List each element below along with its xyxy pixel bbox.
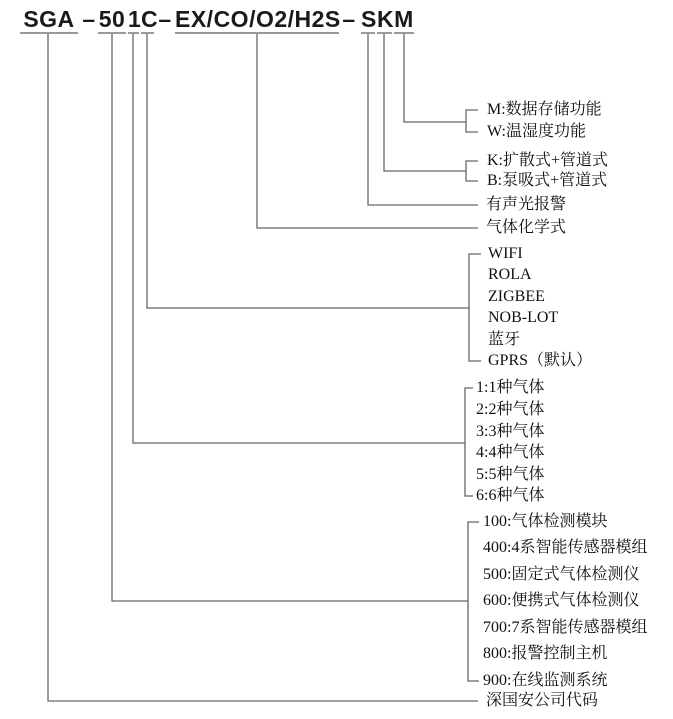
bracket-gas-count-options xyxy=(465,388,473,496)
label-company-code: 深国安公司代码 xyxy=(486,692,599,709)
connector-gas-count xyxy=(133,34,465,443)
label-sampling-option-k: K:扩散式+管道式 xyxy=(487,152,609,169)
label-gas-formula: 气体化学式 xyxy=(486,219,567,236)
title-segment-comm: C xyxy=(141,6,159,32)
label-comm-gprs-default: GPRS（默认） xyxy=(488,352,593,369)
label-gas-count-6: 6:6种气体 xyxy=(476,487,545,504)
connector-series xyxy=(112,34,468,601)
connector-storage xyxy=(404,34,466,122)
label-comm-bluetooth: 蓝牙 xyxy=(488,331,521,348)
label-gas-count-3: 3:3种气体 xyxy=(476,423,545,440)
bracket-storage-options xyxy=(466,110,478,132)
label-gas-count-5: 5:5种气体 xyxy=(476,466,545,483)
connector-sampling xyxy=(384,34,466,171)
label-series-700: 700:7系智能传感器模组 xyxy=(483,619,648,636)
bracket-series-options xyxy=(468,522,479,681)
title-segment-series: 50 xyxy=(98,6,126,32)
label-storage-option-m: M:数据存储功能 xyxy=(487,101,602,118)
label-series-600: 600:便携式气体检测仪 xyxy=(483,592,640,609)
label-series-500: 500:固定式气体检测仪 xyxy=(483,566,640,583)
title-segment-gas-formula: EX/CO/O2/H2S xyxy=(175,6,341,32)
label-comm-nob-lot: NOB-LOT xyxy=(488,309,559,326)
label-series-400: 400:4系智能传感器模组 xyxy=(483,539,648,556)
label-gas-count-1: 1:1种气体 xyxy=(476,379,545,396)
title-segment-company-code: SGA xyxy=(20,6,78,34)
label-comm-wifi: WIFI xyxy=(488,245,523,262)
label-comm-zigbee: ZIGBEE xyxy=(488,288,545,305)
label-gas-count-2: 2:2种气体 xyxy=(476,401,545,418)
title-dash-1: – xyxy=(82,6,96,32)
title-segment-storage: M xyxy=(394,6,414,32)
title-segment-alarm: S xyxy=(361,6,377,32)
label-gas-count-4: 4:4种气体 xyxy=(476,444,545,461)
title-dash-3: – xyxy=(342,6,356,32)
title-segment-sampling: K xyxy=(377,6,395,32)
bracket-sampling-options xyxy=(466,161,478,181)
title-segment-gas-count: 1 xyxy=(128,6,142,32)
label-sampling-option-b: B:泵吸式+管道式 xyxy=(487,172,608,189)
label-series-900: 900:在线监测系统 xyxy=(483,672,608,689)
label-comm-rola: ROLA xyxy=(488,266,532,283)
label-storage-option-w: W:温湿度功能 xyxy=(487,123,586,140)
title-dash-2: – xyxy=(158,6,172,32)
bracket-comm-options xyxy=(469,254,481,361)
label-series-100: 100:气体检测模块 xyxy=(483,513,608,530)
label-alarm: 有声光报警 xyxy=(486,196,567,213)
label-series-800: 800:报警控制主机 xyxy=(483,645,608,662)
